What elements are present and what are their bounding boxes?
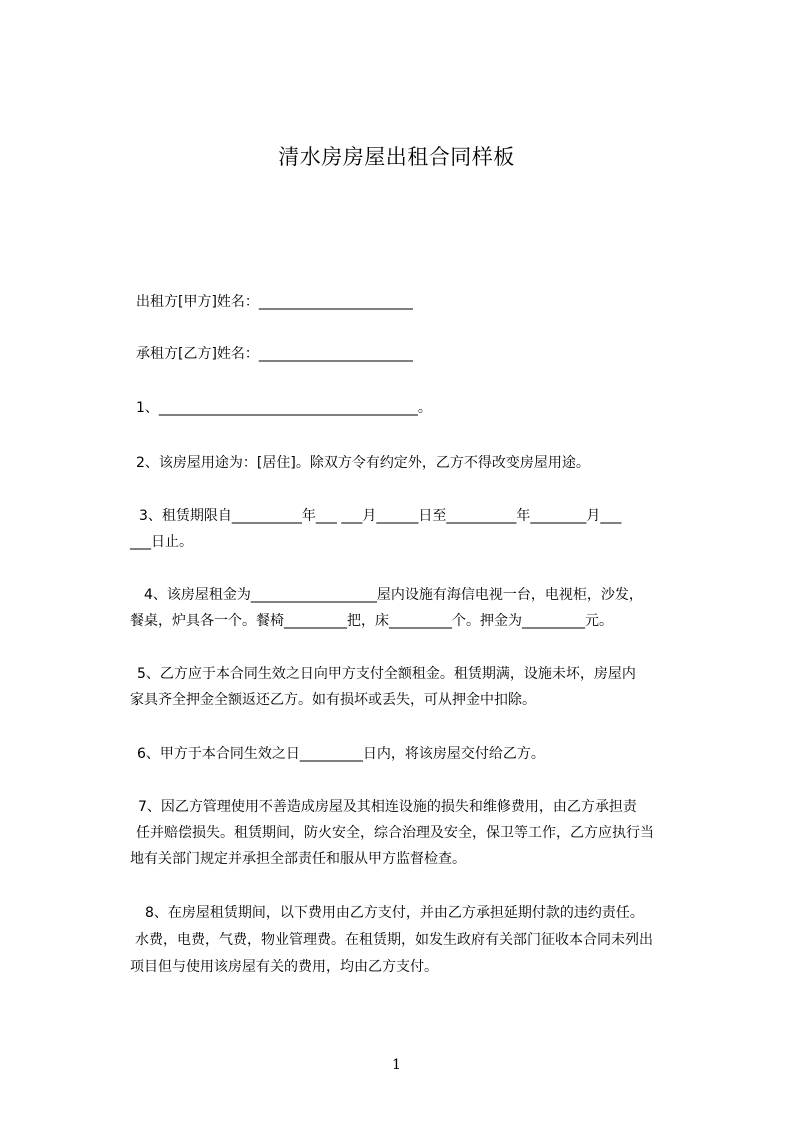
clause-5-line-2: 家具齐全押金全额返还乙方。如有损坏或丢失，可从押金中扣除。 <box>130 692 536 708</box>
clause-3-line-2: ___日止。 <box>130 534 193 550</box>
clause-4-line-1: 4、该房屋租金为__________________屋内设施有海信电视一台，电视柜，沙发， <box>144 587 643 603</box>
clause-7-line-1: 7、因乙方管理使用不善造成房屋及其相连设施的损失和维修费用，由乙方承担责 <box>138 799 637 815</box>
page-title: 清水房房屋出租合同样板 <box>278 145 515 169</box>
clause-8-line-2: 水费，电费，气费，物业管理费。在租赁期，如发生政府有关部门征收本合同未列出 <box>135 932 653 948</box>
party-b-name-line: 承租方[乙方]姓名：______________________ <box>136 346 413 362</box>
party-a-name-line: 出租方[甲方]姓名：______________________ <box>136 294 413 310</box>
clause-3-line-1: 3、租赁期限自__________年___ ___月______日至__________年________月___ <box>139 508 622 524</box>
clause-5-line-1: 5、乙方应于本合同生效之日向甲方支付全额租金。租赁期满，设施未坏，房屋内 <box>137 666 636 682</box>
clause-8-line-3: 项目但与使用该房屋有关的费用，均由乙方支付。 <box>130 959 438 975</box>
page-number: 1 <box>392 1057 401 1073</box>
clause-7-line-2: 任并赔偿损失。租赁期间，防火安全，综合治理及安全，保卫等工作，乙方应执行当 <box>136 825 654 841</box>
clause-4-line-2: 餐桌，炉具各一个。餐椅_________把，床_________个。押金为_________元。 <box>130 613 613 629</box>
clause-2: 2、该房屋用途为：[居住]。除双方令有约定外，乙方不得改变房屋用途。 <box>136 455 590 471</box>
clause-7-line-3: 地有关部门规定并承担全部责任和服从甲方监督检查。 <box>130 851 466 867</box>
clause-1: 1、_____________________________________。 <box>136 400 432 416</box>
clause-6: 6、甲方于本合同生效之日_________日内，将该房屋交付给乙方。 <box>137 746 545 762</box>
clause-8-line-1: 8、在房屋租赁期间，以下费用由乙方支付，并由乙方承担延期付款的违约责任。 <box>145 905 644 921</box>
